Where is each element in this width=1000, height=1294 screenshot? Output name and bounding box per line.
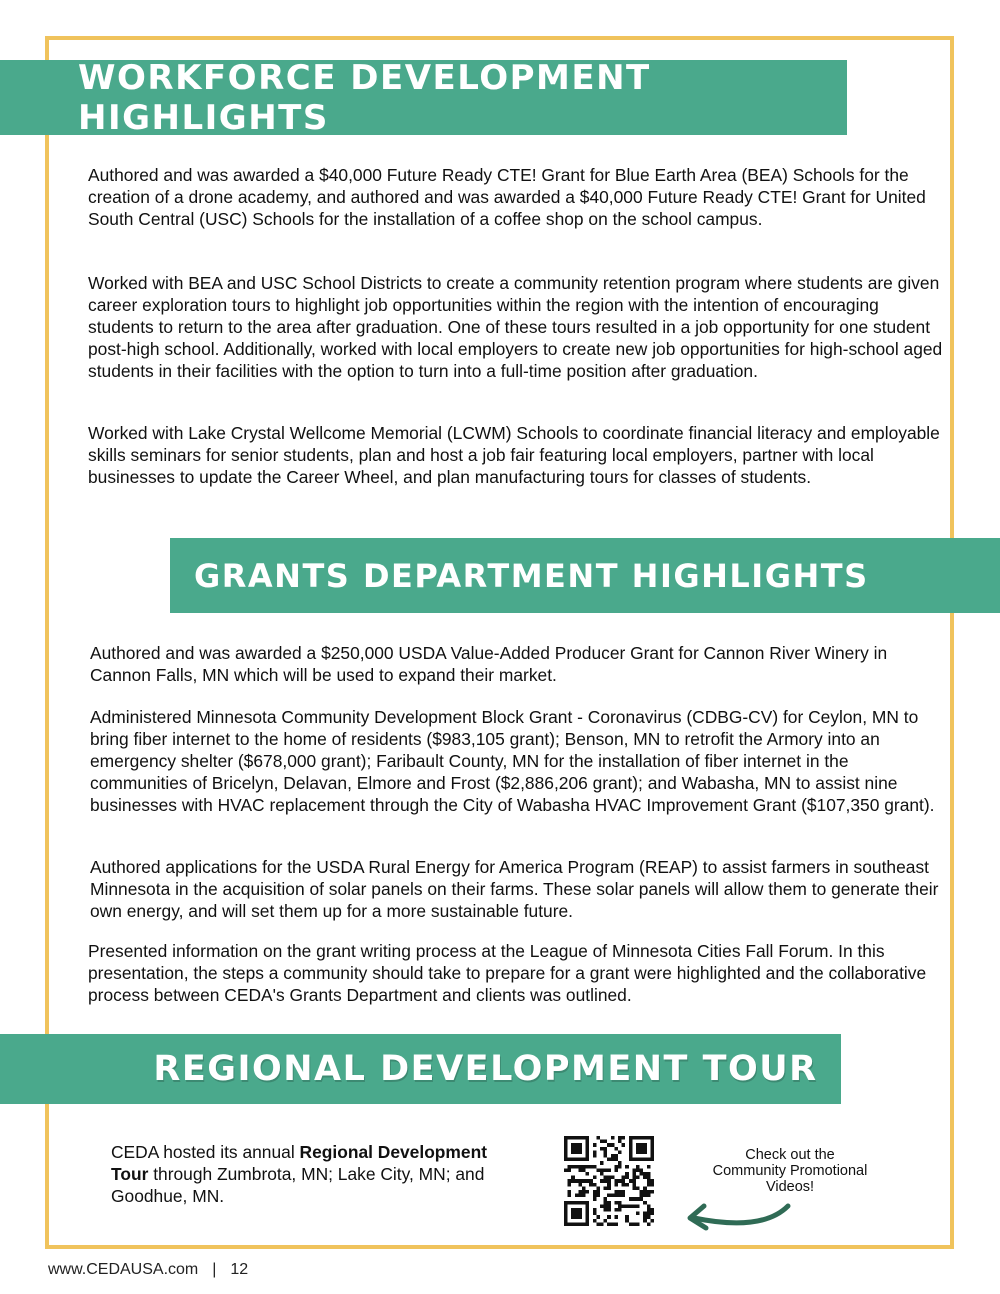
tour-text-after: through Zumbrota, MN; Lake City, MN; and Goodhue, MN. (111, 1164, 485, 1206)
footer-separator: | (212, 1261, 217, 1278)
tour-text-before: CEDA hosted its annual (111, 1142, 300, 1162)
grants-heading-banner (170, 538, 1000, 613)
curved-arrow-icon (682, 1198, 792, 1232)
workforce-heading-banner (0, 57, 847, 138)
qr-code-icon[interactable] (564, 1136, 654, 1226)
workforce-heading: WORKFORCE DEVELOPMENT HIGHLIGHTS (78, 57, 651, 138)
workforce-paragraph-3: Worked with Lake Crystal Wellcome Memorial (LCWM) Schools to coordinate financial literacy and employable skills seminars for senior students, plan and host a job fair featuring local employers, partner with local businesses to update the Career Wheel, and plan manufacturing tours for classes of students. (88, 423, 940, 487)
grants-paragraph-2: Administered Minnesota Community Development Block Grant - Coronavirus (CDBG-CV) for Ceylon, MN to bring fiber internet to the home of residents ($983,105 grant); Benson, MN to retrofit the Armory into an emergency shelter ($678,000 grant); Faribault County, MN for the installation of fiber internet in the communities of Bricelyn, Delavan, Elmore and Frost ($2,886,206 grant); and Wabasha, MN to assist nine businesses with HVAC replacement through the City of Wabasha HVAC Improvement Grant ($107,350 grant). (90, 707, 935, 815)
tour-description (111, 1141, 511, 1207)
tour-heading-banner (0, 1034, 841, 1104)
footer-page-number: 12 (230, 1261, 249, 1278)
videos-callout: Check out the Community Promotional Videos! (712, 1147, 868, 1195)
page-footer (48, 1261, 248, 1279)
grants-heading: GRANTS DEPARTMENT HIGHLIGHTS (194, 556, 869, 595)
tour-text-bold: Regional Development Tour (111, 1142, 487, 1184)
footer-website[interactable]: www.CEDAUSA.com (48, 1261, 199, 1278)
tour-heading: REGIONAL DEVELOPMENT TOUR (153, 1049, 818, 1089)
workforce-paragraph-1: Authored and was awarded a $40,000 Future Ready CTE! Grant for Blue Earth Area (BEA) Schools for the creation of a drone academy, and authored and was awarded a $40,000 Future Ready CTE! Grant for United South Central (USC) Schools for the installation of a coffee shop on the school campus. (88, 165, 926, 229)
grants-paragraph-3: Authored applications for the USDA Rural Energy for America Program (REAP) to assist farmers in southeast Minnesota in the acquisition of solar panels on their farms. These solar panels will allow them to generate their own energy, and will set them up for a more sustainable future. (90, 857, 939, 921)
workforce-paragraph-2: Worked with BEA and USC School Districts to create a community retention program where students are given career exploration tours to highlight job opportunities within the region with the intention of encouraging students to return to the area after graduation. One of these tours resulted in a job opportunity for one student post-high school. Additionally, worked with local employers to create new job opportunities for high-school aged students in their facilities with the option to turn into a full-time position after graduation. (88, 273, 943, 381)
grants-paragraph-4: Presented information on the grant writing process at the League of Minnesota Cities Fall Forum. In this presentation, the steps a community should take to prepare for a grant were highlighted and the collaborative process between CEDA's Grants Department and clients was outlined. (88, 941, 927, 1005)
grants-paragraph-1: Authored and was awarded a $250,000 USDA Value-Added Producer Grant for Cannon River Winery in Cannon Falls, MN which will be used to expand their market. (90, 643, 888, 685)
